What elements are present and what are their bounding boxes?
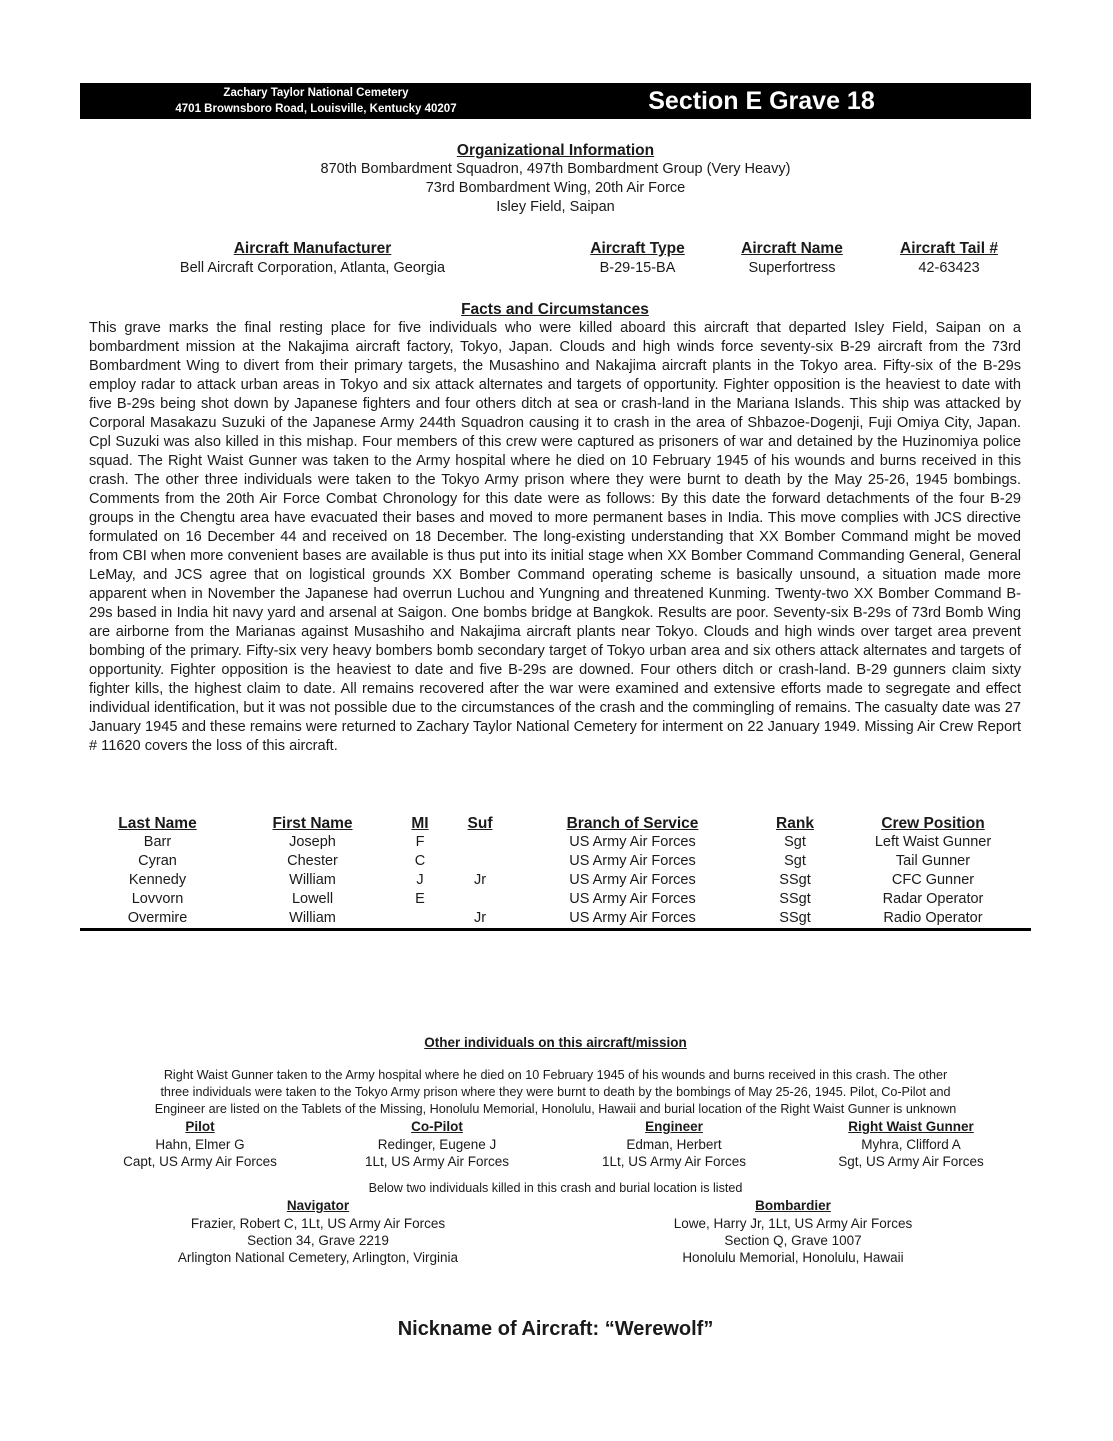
table-row [80,852,1031,871]
grave-location-text: Section E Grave 18 [648,87,875,115]
rank: SSgt [779,872,811,888]
table-row [80,871,1031,890]
suffix [450,852,510,871]
col-rank: Rank [776,815,814,832]
aircraft-tail-label: Aircraft Tail # [900,240,998,257]
header-bar [80,83,1031,119]
middle-initial: C [414,853,426,869]
grave-location [552,83,1031,119]
crew-table-section [80,814,1031,931]
aircraft-manufacturer-value: Bell Aircraft Corporation, Atlanta, Georgia [179,260,446,276]
first-name: William [289,872,336,888]
burial-line: Section Q, Grave 1007 [724,1233,862,1248]
other-text-line: three individuals were taken to the Tokyo Army prison where they were burnt to death by the bombings of May 25-26, 1945. Pilot, Co-Pilot and [160,1085,951,1099]
position-name: Edman, Herbert [626,1137,722,1152]
aircraft-info [80,239,1031,279]
cemetery-info [80,85,552,117]
branch: US Army Air Forces [569,834,696,850]
grave-record-page [80,83,1031,1340]
other-individuals-text [80,1067,1031,1118]
burial-line: Lowe, Harry Jr, 1Lt, US Army Air Forces [673,1216,913,1231]
col-last-name: Last Name [118,815,197,832]
suffix: Jr [473,910,487,926]
position-detail: Sgt, US Army Air Forces [838,1154,984,1169]
buried-crew [80,1197,1031,1267]
facts-and-circumstances [89,300,1021,756]
cemetery-name: Zachary Taylor National Cemetery [223,87,409,99]
position-right-waist-gunner [791,1118,1031,1170]
col-suf: Suf [467,815,493,832]
last-name: Overmire [127,910,188,926]
org-line: 73rd Bombardment Wing, 20th Air Force [425,180,686,196]
last-name: Lovvorn [131,891,184,907]
burial-note: Below two individuals killed in this crash and burial location is listed [368,1181,743,1195]
org-line: 870th Bombardment Squadron, 497th Bombardment Group (Very Heavy) [320,161,791,177]
rank: Sgt [784,834,806,850]
table-row [80,890,1031,909]
burial-line: Section 34, Grave 2219 [247,1233,389,1248]
aircraft-type-value: B-29-15-BA [599,260,676,276]
position-name: Hahn, Elmer G [155,1137,245,1152]
middle-initial [390,909,450,930]
crew-table [80,814,1031,931]
org-title: Organizational Information [456,142,655,159]
missing-crew-positions [80,1118,1031,1172]
rank: Sgt [784,853,806,869]
burial-line: Honolulu Memorial, Honolulu, Hawaii [682,1250,904,1265]
col-first-name: First Name [272,815,353,832]
position-role: Bombardier [755,1198,831,1213]
position-role: Engineer [645,1119,703,1134]
position-role: Co-Pilot [411,1119,463,1134]
position-bombardier [623,1197,963,1266]
first-name: Lowell [291,891,334,907]
suffix [450,890,510,909]
last-name: Barr [143,834,172,850]
cemetery-address: 4701 Brownsboro Road, Louisville, Kentucky 40207 [175,103,457,115]
org-line: Isley Field, Saipan [496,199,615,215]
col-crew-position: Crew Position [881,815,985,832]
position-co-pilot [317,1118,557,1170]
position-name: Myhra, Clifford A [861,1137,961,1152]
branch: US Army Air Forces [569,872,696,888]
aircraft-tail [879,239,1019,278]
rank: SSgt [779,891,811,907]
crew-position: Tail Gunner [895,853,971,869]
first-name: Joseph [289,834,336,850]
organizational-information [80,141,1031,217]
last-name: Kennedy [128,872,187,888]
position-detail: 1Lt, US Army Air Forces [364,1154,510,1169]
col-mi: MI [411,815,429,832]
aircraft-type [570,239,705,278]
middle-initial: J [416,872,424,888]
other-individuals-title: Other individuals on this aircraft/mission [424,1035,687,1050]
col-branch: Branch of Service [566,815,699,832]
position-navigator [148,1197,488,1266]
other-text-line: Engineer are listed on the Tablets of the Missing, Honolulu Memorial, Honolulu, Hawaii and burial location of the Right Waist Gunner is unknown [154,1102,957,1116]
branch: US Army Air Forces [569,853,696,869]
suffix: Jr [473,872,487,888]
aircraft-manufacturer [125,239,500,278]
position-engineer [554,1118,794,1170]
branch: US Army Air Forces [569,891,696,907]
position-name: Redinger, Eugene J [377,1137,497,1152]
aircraft-name-value: Superfortress [748,260,836,276]
position-detail: Capt, US Army Air Forces [123,1154,277,1169]
facts-text: This grave marks the final resting place for five individuals who were killed aboard this aircraft that departed Isley Field, Saipan on a bombardment mission at the Nakajima aircraft factory, Tokyo, Japan. Clouds and high winds force seventy-six B-29 aircraft from the 73rd Bombardment Wing to divert from their primary targets, the Musashino and Nakajima aircraft plants in the Tokyo area. Fifty-six of the B-29s employ radar to attack urban areas in Tokyo and six attack alternates and targets of opportunity. Fighter opposition is the heaviest to date with five B-29s being shot down by Japanese fighters and four others ditch at sea or crash-land in the Mariana Islands. This ship was attacked by Corporal Masakazu Suzuki of the Japanese Army 244th Squadron causing it to crash in the area of Shbazoe-Dogenji, Fuji Omiya City, Japan. Cpl Suzuki was also killed in this mishap. Four members of this crew were captured as prisoners of war and detained by the Huzinomiya police squad. The Right Waist Gunner was taken to the Army hospital where he died on 10 February 1945 of his wounds and burns received in this crash. The other three individuals were taken to the Tokyo Army prison where they were burnt to death by the May 25-26, 1945 bombings. Comments from the 20th Air Force Combat Chronology for this date were as follows: By this date the forward detachments of the four B-29 groups in the Chengtu area have evacuated their bases and moved to more permanent bases in India. This move complies with JCS directive formulated on 16 December 44 and received on 18 December. The long-existing understanding that XX Bomber Command might be moved from CBI when more convenient bases are available is thus put into its initial stage when XX Bomber Command Commanding General, General LeMay, and JCS agree that on logistical grounds XX Bomber Command operating scheme is basically unsound, a situation made more apparent when in November the Japanese had overrun Luchou and Yungning and threatened Kunming. Twenty-two XX Bomber Command B-29s based in India hit navy yard and arsenal at Saigon. One bombs bridge at Bangkok. Results are poor. Seventy-six B-29s of 73rd Bomb Wing are airborne from the Marianas against Musashiho and Nakajima aircraft plants near Tokyo. Clouds and high winds over target area prevent bombing of the primary. Fifty-six very heavy bombers bomb secondary target of Tokyo urban area and six others attack alternates and targets of opportunity. Fighter opposition is the heaviest to date and five B-29s are downed. Four others ditch or crash-land. B-29 gunners claim sixty fighter kills, the highest claim to date. All remains recovered after the war were examined and extensive efforts made to segregate and effect individual identification, but it was not possible due to the circumstances of the crash and the commingling of remains. The casualty date was 27 January 1945 and these remains were returned to Zachary Taylor National Cemetery for interment on 22 January 1949. Missing Air Crew Report # 11620 covers the loss of this aircraft. [89,320,1021,754]
aircraft-name [722,239,862,278]
aircraft-type-label: Aircraft Type [590,240,685,257]
position-pilot [80,1118,320,1170]
position-role: Navigator [286,1198,350,1213]
aircraft-name-label: Aircraft Name [741,240,843,257]
facts-title: Facts and Circumstances [461,301,649,318]
burial-line: Arlington National Cemetery, Arlington, Virginia [177,1250,459,1265]
position-role: Right Waist Gunner [848,1119,974,1134]
crew-position: CFC Gunner [891,872,975,888]
table-row [80,909,1031,930]
aircraft-manufacturer-label: Aircraft Manufacturer [233,240,392,257]
position-role: Pilot [185,1119,215,1134]
aircraft-tail-value: 42-63423 [918,260,980,276]
crew-position: Left Waist Gunner [874,834,992,850]
aircraft-nickname: Nickname of Aircraft: “Werewolf” [397,1318,714,1340]
table-row [80,833,1031,852]
rank: SSgt [779,910,811,926]
suffix [450,833,510,852]
crew-position: Radio Operator [883,910,983,926]
other-individuals-section [80,1034,1031,1267]
position-detail: 1Lt, US Army Air Forces [601,1154,747,1169]
middle-initial: E [415,891,425,907]
burial-line: Frazier, Robert C, 1Lt, US Army Air Forces [190,1216,446,1231]
crew-position: Radar Operator [882,891,984,907]
middle-initial: F [415,834,425,850]
crew-table-header [80,814,1031,833]
branch: US Army Air Forces [569,910,696,926]
first-name: Chester [287,853,338,869]
first-name: William [289,910,336,926]
other-text-line: Right Waist Gunner taken to the Army hospital where he died on 10 February 1945 of his wounds and burns received in this crash. The other [163,1068,948,1082]
last-name: Cyran [138,853,177,869]
